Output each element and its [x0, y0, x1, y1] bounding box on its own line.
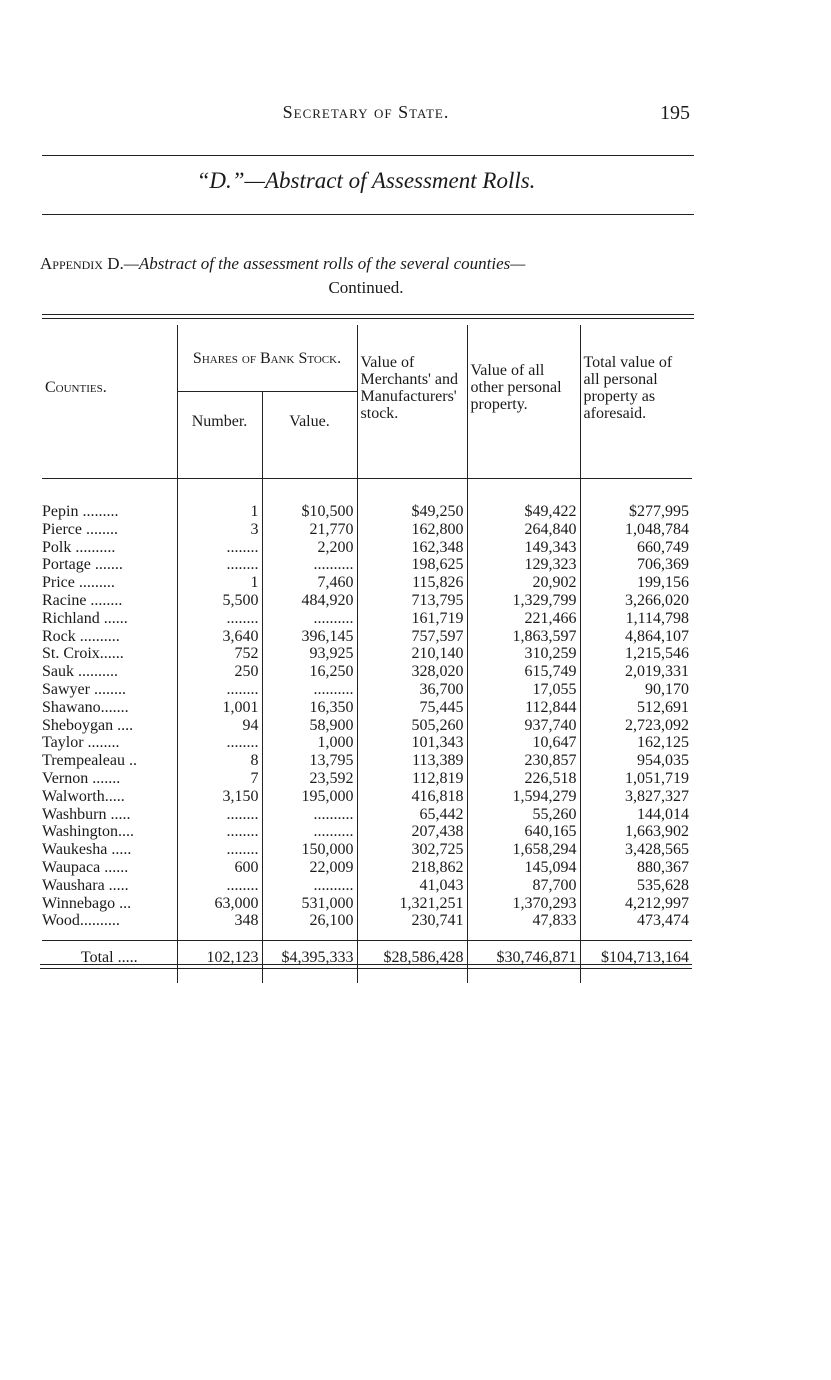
- header-shares-of-bank-stock: Shares of Bank Stock.: [177, 325, 357, 392]
- total-personal-property: 3,827,327: [580, 788, 692, 806]
- bank-shares-number: 3,150: [177, 788, 262, 806]
- table-body: [42, 503, 692, 930]
- table-row: [42, 521, 692, 539]
- merchants-stock-value: 36,700: [357, 681, 467, 699]
- total-personal-property: 1,663,902: [580, 823, 692, 841]
- other-property-value: 87,700: [467, 877, 580, 895]
- table-row: [42, 895, 692, 913]
- county-name: Winnebago ...: [42, 894, 132, 912]
- header-merchants-stock: Value of Merchants' and Manufacturers' stock.: [357, 325, 467, 450]
- county-name: Washburn .....: [42, 805, 131, 823]
- total-personal-property: $277,995: [580, 503, 692, 521]
- merchants-stock-value: 198,625: [357, 556, 467, 574]
- bank-shares-number: ........: [177, 806, 262, 824]
- bank-shares-number: ........: [177, 681, 262, 699]
- county-name: Waukesha .....: [42, 841, 132, 859]
- running-head: [40, 102, 692, 126]
- table-row: [42, 788, 692, 806]
- other-property-value: 1,658,294: [467, 841, 580, 859]
- bank-shares-value: 1,000: [262, 734, 357, 752]
- total-personal-property: 4,212,997: [580, 895, 692, 913]
- merchants-stock-value: 1,321,251: [357, 895, 467, 913]
- merchants-stock-value: 328,020: [357, 663, 467, 681]
- bank-shares-number: 1,001: [177, 699, 262, 717]
- merchants-stock-value: 302,725: [357, 841, 467, 859]
- total-personal-property: 2,723,092: [580, 717, 692, 735]
- county-name: Sawyer ........: [42, 680, 126, 698]
- header-other-property: Value of all other personal property.: [467, 325, 580, 450]
- bank-shares-number: 5,500: [177, 592, 262, 610]
- bank-shares-value: 93,925: [262, 645, 357, 663]
- other-property-value: 149,343: [467, 539, 580, 557]
- total-personal-property: 4,864,107: [580, 628, 692, 646]
- merchants-stock-value: 162,348: [357, 539, 467, 557]
- bank-shares-value: ..........: [262, 556, 357, 574]
- other-property-value: 615,749: [467, 663, 580, 681]
- county-name: Waushara .....: [42, 876, 129, 894]
- other-property-value: 1,863,597: [467, 628, 580, 646]
- total-personal-property: 3,428,565: [580, 841, 692, 859]
- bank-shares-value: 21,770: [262, 521, 357, 539]
- bank-shares-number: ........: [177, 823, 262, 841]
- bank-shares-number: ........: [177, 610, 262, 628]
- table-top-rule-1: [42, 314, 694, 315]
- other-property-value: 129,323: [467, 556, 580, 574]
- total-merchants: $28,586,428: [357, 941, 467, 976]
- total-personal-property: 162,125: [580, 734, 692, 752]
- table-bottom-rule-1: [40, 964, 692, 965]
- appendix-description: —Abstract of the assessment rolls of the several counties—: [123, 254, 526, 273]
- other-property-value: 20,902: [467, 574, 580, 592]
- table-row: [42, 806, 692, 824]
- bank-shares-number: 250: [177, 663, 262, 681]
- bank-shares-value: 16,250: [262, 663, 357, 681]
- county-name: Price .........: [42, 574, 115, 592]
- bank-shares-value: 16,350: [262, 699, 357, 717]
- merchants-stock-value: 218,862: [357, 859, 467, 877]
- bank-shares-number: 7: [177, 770, 262, 788]
- merchants-stock-value: 757,597: [357, 628, 467, 646]
- bank-shares-value: 26,100: [262, 912, 357, 930]
- bank-shares-value: 23,592: [262, 770, 357, 788]
- other-property-value: 17,055: [467, 681, 580, 699]
- total-personal-property: 706,369: [580, 556, 692, 574]
- county-name: Trempealeau ..: [42, 752, 137, 770]
- county-name: Vernon .......: [42, 769, 121, 787]
- county-name: Portage .......: [42, 556, 123, 574]
- table-row: [42, 841, 692, 859]
- total-personal-property: 954,035: [580, 752, 692, 770]
- header-number: Number.: [177, 392, 262, 451]
- merchants-stock-value: 115,826: [357, 574, 467, 592]
- table-row: [42, 912, 692, 930]
- bank-shares-number: ........: [177, 877, 262, 895]
- bank-shares-value: 7,460: [262, 574, 357, 592]
- bank-shares-number: 8: [177, 752, 262, 770]
- page-number: 195: [660, 102, 690, 124]
- county-name: Wood..........: [42, 912, 120, 930]
- table-row: [42, 503, 692, 521]
- bank-shares-number: ........: [177, 539, 262, 557]
- bank-shares-value: ..........: [262, 823, 357, 841]
- table-row: [42, 770, 692, 788]
- merchants-stock-value: 112,819: [357, 770, 467, 788]
- merchants-stock-value: 113,389: [357, 752, 467, 770]
- table-top-rule-2: [42, 318, 694, 319]
- header-counties: Counties.: [45, 379, 107, 396]
- table-row: [42, 877, 692, 895]
- other-property-value: 10,647: [467, 734, 580, 752]
- merchants-stock-value: 505,260: [357, 717, 467, 735]
- county-name: Polk ..........: [42, 538, 116, 556]
- appendix-continued: Continued.: [328, 278, 404, 297]
- other-property-value: 55,260: [467, 806, 580, 824]
- total-value: $4,395,333: [262, 941, 357, 976]
- merchants-stock-value: 416,818: [357, 788, 467, 806]
- bank-shares-number: 348: [177, 912, 262, 930]
- header-value: Value.: [262, 392, 357, 451]
- table-row: [42, 699, 692, 717]
- county-name: Rock ..........: [42, 627, 120, 645]
- table-row: [42, 610, 692, 628]
- other-property-value: 310,259: [467, 645, 580, 663]
- other-property-value: 145,094: [467, 859, 580, 877]
- table-row: [42, 556, 692, 574]
- total-personal-property: 1,215,546: [580, 645, 692, 663]
- other-property-value: 264,840: [467, 521, 580, 539]
- total-personal-property: 473,474: [580, 912, 692, 930]
- bank-shares-value: ..........: [262, 877, 357, 895]
- bank-shares-value: $10,500: [262, 503, 357, 521]
- assessment-table: [42, 325, 692, 983]
- bank-shares-number: 1: [177, 503, 262, 521]
- total-personal-property: 144,014: [580, 806, 692, 824]
- total-personal-property: 535,628: [580, 877, 692, 895]
- total-personal-property: 880,367: [580, 859, 692, 877]
- county-name: Walworth.....: [42, 787, 125, 805]
- merchants-stock-value: 41,043: [357, 877, 467, 895]
- other-property-value: 230,857: [467, 752, 580, 770]
- total-personal-property: 1,114,798: [580, 610, 692, 628]
- bank-shares-value: 150,000: [262, 841, 357, 859]
- county-name: Racine ........: [42, 591, 123, 609]
- bank-shares-value: ..........: [262, 806, 357, 824]
- total-other: $30,746,871: [467, 941, 580, 976]
- section-title: “D.”—Abstract of Assessment Rolls.: [196, 168, 536, 193]
- county-name: Washington....: [42, 823, 135, 841]
- total-personal-property: 660,749: [580, 539, 692, 557]
- table-row: [42, 681, 692, 699]
- bank-shares-value: 13,795: [262, 752, 357, 770]
- other-property-value: 112,844: [467, 699, 580, 717]
- table-row: [42, 645, 692, 663]
- other-property-value: 221,466: [467, 610, 580, 628]
- county-name: Richland ......: [42, 609, 128, 627]
- merchants-stock-value: 161,719: [357, 610, 467, 628]
- bank-shares-value: 22,009: [262, 859, 357, 877]
- county-name: Pierce ........: [42, 520, 118, 538]
- total-personal-property: 1,051,719: [580, 770, 692, 788]
- header-total-value: Total value of all personal property as aforesaid.: [580, 325, 692, 450]
- table-row: [42, 859, 692, 877]
- bank-shares-value: 396,145: [262, 628, 357, 646]
- total-personal-property: 3,266,020: [580, 592, 692, 610]
- merchants-stock-value: 65,442: [357, 806, 467, 824]
- total-personal-property: 90,170: [580, 681, 692, 699]
- other-property-value: 937,740: [467, 717, 580, 735]
- bank-shares-number: 3: [177, 521, 262, 539]
- other-property-value: 1,329,799: [467, 592, 580, 610]
- other-property-value: 226,518: [467, 770, 580, 788]
- merchants-stock-value: 101,343: [357, 734, 467, 752]
- other-property-value: 640,165: [467, 823, 580, 841]
- total-number: 102,123: [177, 941, 262, 976]
- bank-shares-value: 2,200: [262, 539, 357, 557]
- county-name: Waupaca ......: [42, 858, 129, 876]
- bank-shares-value: 484,920: [262, 592, 357, 610]
- total-all: $104,713,164: [580, 941, 692, 976]
- table-row: [42, 823, 692, 841]
- other-property-value: 1,370,293: [467, 895, 580, 913]
- table-bottom-rule-2: [40, 968, 692, 969]
- bank-shares-number: 63,000: [177, 895, 262, 913]
- table-row: [42, 574, 692, 592]
- title-rule: [42, 214, 694, 215]
- county-name: Shawano.......: [42, 698, 129, 716]
- table-row: [42, 717, 692, 735]
- appendix-label: Appendix D.: [40, 254, 124, 273]
- bank-shares-value: 195,000: [262, 788, 357, 806]
- table-row: [42, 539, 692, 557]
- bank-shares-value: ..........: [262, 681, 357, 699]
- table-row: [42, 628, 692, 646]
- total-personal-property: 1,048,784: [580, 521, 692, 539]
- merchants-stock-value: 162,800: [357, 521, 467, 539]
- bank-shares-value: ..........: [262, 610, 357, 628]
- other-property-value: 47,833: [467, 912, 580, 930]
- merchants-stock-value: 230,741: [357, 912, 467, 930]
- bank-shares-number: 1: [177, 574, 262, 592]
- table-row: [42, 592, 692, 610]
- bank-shares-number: 3,640: [177, 628, 262, 646]
- table-header: [42, 325, 692, 503]
- bank-shares-value: 58,900: [262, 717, 357, 735]
- total-personal-property: 199,156: [580, 574, 692, 592]
- county-name: Pepin .........: [42, 503, 119, 520]
- total-row: [42, 941, 692, 976]
- bank-shares-number: ........: [177, 841, 262, 859]
- bank-shares-number: ........: [177, 734, 262, 752]
- county-name: Sauk ..........: [42, 663, 118, 681]
- bank-shares-value: 531,000: [262, 895, 357, 913]
- bank-shares-number: 94: [177, 717, 262, 735]
- county-name: Sheboygan ....: [42, 716, 134, 734]
- county-name: St. Croix......: [42, 645, 124, 663]
- total-label: Total .....: [80, 949, 138, 967]
- table-row: [42, 752, 692, 770]
- table-footer: [42, 930, 692, 983]
- other-property-value: 1,594,279: [467, 788, 580, 806]
- total-personal-property: 2,019,331: [580, 663, 692, 681]
- bank-shares-number: 752: [177, 645, 262, 663]
- county-name: Taylor ........: [42, 734, 120, 752]
- other-property-value: $49,422: [467, 503, 580, 521]
- merchants-stock-value: 713,795: [357, 592, 467, 610]
- merchants-stock-value: 207,438: [357, 823, 467, 841]
- bank-shares-number: ........: [177, 556, 262, 574]
- bank-shares-number: 600: [177, 859, 262, 877]
- appendix-caption: [40, 252, 692, 300]
- running-title: Secretary of State.: [282, 102, 450, 122]
- merchants-stock-value: $49,250: [357, 503, 467, 521]
- total-personal-property: 512,691: [580, 699, 692, 717]
- header-rule: [42, 155, 694, 156]
- table-row: [42, 663, 692, 681]
- merchants-stock-value: 210,140: [357, 645, 467, 663]
- table-row: [42, 734, 692, 752]
- merchants-stock-value: 75,445: [357, 699, 467, 717]
